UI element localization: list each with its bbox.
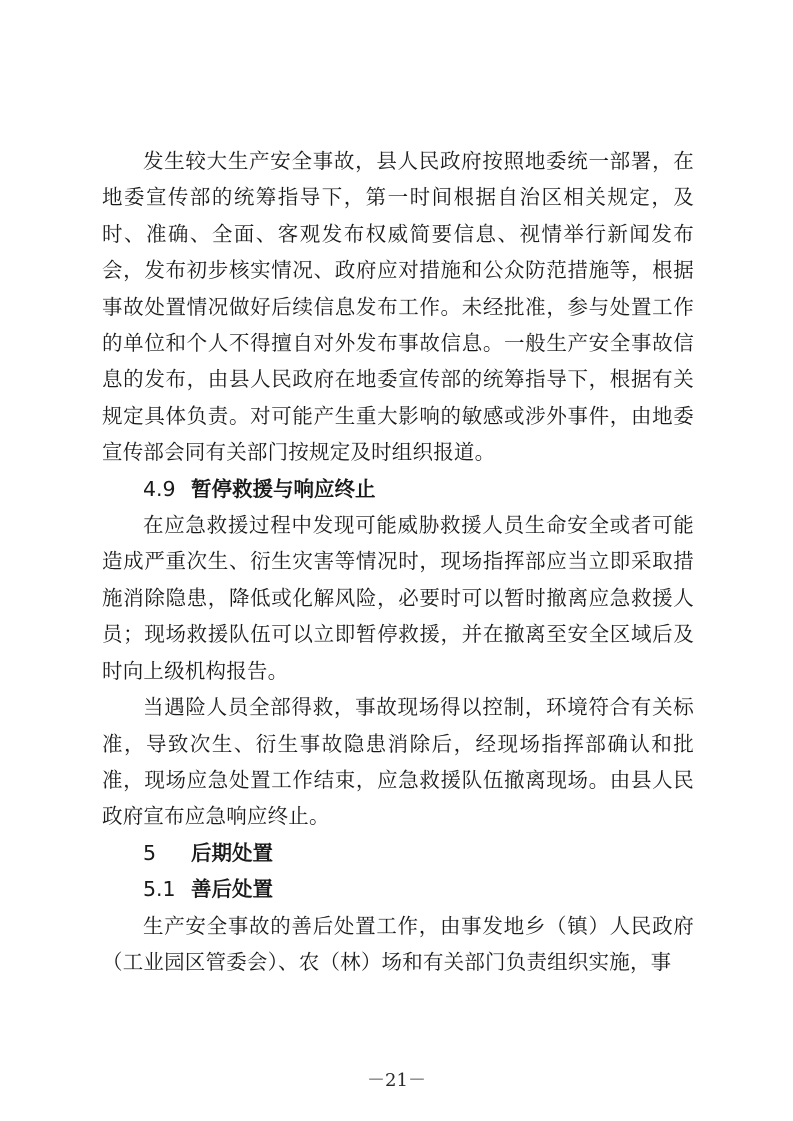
section-title: 暂停救援与响应终止: [191, 476, 376, 501]
paragraph-aftermath: 生产安全事故的善后处置工作，由事发地乡（镇）人民政府（工业园区管委会）、农（林）场和有关部门负责组织实施，事: [102, 913, 694, 974]
section-heading-5-1: [102, 871, 694, 907]
paragraph-suspend-rescue: 在应急救援过程中发现可能威胁救援人员生命安全或者可能造成严重次生、衍生灾害等情况时，现场指挥部应当立即采取措施消除隐患，降低或化解风险，必要时可以暂时撤离应急救援人员；现场救援队伍可以立即暂停救援，并在撤离至安全区域后及时向上级机构报告。: [102, 513, 694, 683]
section-number: 5.1: [143, 877, 176, 902]
section-title: 后期处置: [191, 840, 273, 865]
paragraph-response-termination: 当遇险人员全部得救，事故现场得以控制，环境符合有关标准，导致次生、衍生事故隐患消除后，经现场指挥部确认和批准，现场应急处置工作结束，应急救援队伍撤离现场。由县人民政府宣布应急响应终止。: [102, 695, 694, 829]
page-body: [102, 143, 694, 980]
page-number: －21－: [367, 1070, 426, 1091]
section-number: 5: [143, 840, 157, 865]
paragraph-info-release: 发生较大生产安全事故，县人民政府按照地委统一部署，在地委宣传部的统筹指导下，第一时间根据自治区相关规定，及时、准确、全面、客观发布权威简要信息、视情举行新闻发布会，发布初步核实情况、政府应对措施和公众防范措施等，根据事故处置情况做好后续信息发布工作。未经批准，参与处置工作的单位和个人不得擅自对外发布事故信息。一般生产安全事故信息的发布，由县人民政府在地委宣传部的统筹指导下，根据有关规定具体负责。对可能产生重大影响的敏感或涉外事件，由地委宣传部会同有关部门按规定及时组织报道。: [102, 149, 694, 465]
section-title: 善后处置: [191, 877, 273, 902]
section-heading-4-9: [102, 471, 694, 507]
section-number: 4.9: [143, 476, 176, 501]
section-heading-5: [102, 835, 694, 871]
